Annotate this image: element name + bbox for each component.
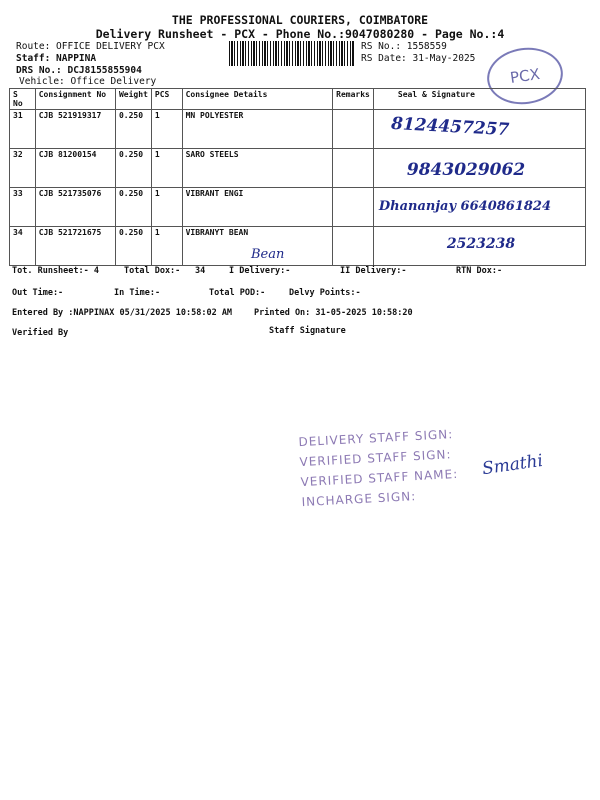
row-sno: 32 — [10, 149, 36, 188]
col-pcs: PCS — [151, 89, 182, 110]
vehicle-text: Vehicle: Office Delivery — [19, 76, 157, 87]
row-sno: 33 — [10, 188, 36, 227]
col-consignment: Consignment No — [35, 89, 115, 110]
pcx-stamp-text: PCX — [508, 65, 541, 87]
staff-signature-label: Staff Signature — [269, 326, 346, 336]
row-remarks — [333, 188, 374, 227]
verified-by: Verified By — [12, 328, 69, 338]
table-row — [10, 149, 586, 188]
row-weight: 0.250 — [115, 149, 151, 188]
in-time: In Time:- — [114, 288, 161, 298]
i-delivery: I Delivery:- — [229, 266, 291, 276]
handwritten-signature: 9843029062 — [406, 160, 526, 180]
staff-text: Staff: NAPPINA — [16, 53, 97, 64]
rtn-dox: RTN Dox:- — [456, 266, 503, 276]
row-remarks — [333, 227, 374, 266]
row-consignee: VIBRANT ENGI — [182, 188, 333, 227]
stamp-line-incharge: INCHARGE SIGN: — [301, 489, 417, 510]
row-pcs: 1 — [151, 110, 182, 149]
stamp-line-verified-sign: VERIFIED STAFF SIGN: — [299, 447, 452, 470]
row-sno: 31 — [10, 110, 36, 149]
stamp-handwritten-name: Smathi — [480, 450, 545, 480]
row-signature — [373, 188, 585, 227]
row-pcs: 1 — [151, 188, 182, 227]
table-row — [10, 188, 586, 227]
delivery-stamp — [298, 424, 460, 512]
row-consignment: CJB 81200154 — [35, 149, 115, 188]
handwritten-note: Bean — [251, 247, 285, 262]
col-signature: Seal & Signature — [373, 89, 585, 110]
row-signature — [373, 149, 585, 188]
row-consignee: MN POLYESTER — [182, 110, 333, 149]
printed-on: Printed On: 31-05-2025 10:58:20 — [254, 308, 413, 318]
entered-by: Entered By :NAPPINAX 05/31/2025 10:58:02 AM — [12, 308, 233, 318]
total-dox-value: 34 — [195, 266, 206, 276]
runsheet-subtitle: Delivery Runsheet - PCX - Phone No.:9047080280 - Page No.:4 — [95, 27, 505, 41]
col-remarks: Remarks — [333, 89, 374, 110]
handwritten-signature: 8124457257 — [390, 113, 510, 141]
ii-delivery: II Delivery:- — [340, 266, 407, 276]
handwritten-signature: Dhananjay 6640861824 — [378, 199, 552, 214]
col-weight: Weight — [115, 89, 151, 110]
drs-number: DRS No.: DCJ8155855904 — [16, 65, 142, 76]
row-weight: 0.250 — [115, 110, 151, 149]
row-remarks — [333, 110, 374, 149]
row-weight: 0.250 — [115, 227, 151, 266]
row-consignment: CJB 521919317 — [35, 110, 115, 149]
row-consignee: VIBRANYT BEAN — [182, 227, 333, 266]
delvy-points: Delvy Points:- — [289, 288, 361, 298]
row-weight: 0.250 — [115, 188, 151, 227]
handwritten-signature: 2523238 — [446, 236, 516, 252]
rs-number: RS No.: 1558559 — [361, 41, 447, 52]
stamp-line-delivery-staff: DELIVERY STAFF SIGN: — [298, 427, 454, 450]
row-pcs: 1 — [151, 227, 182, 266]
row-consignment: CJB 521735076 — [35, 188, 115, 227]
rs-date: RS Date: 31-May-2025 — [361, 53, 476, 64]
row-sno: 34 — [10, 227, 36, 266]
col-consignee: Consignee Details — [182, 89, 333, 110]
company-title: THE PROFESSIONAL COURIERS, COIMBATORE — [171, 13, 429, 27]
total-dox-label: Total Dox:- — [124, 266, 181, 276]
table-row — [10, 227, 586, 266]
runsheet-table — [9, 88, 586, 266]
out-time: Out Time:- — [12, 288, 64, 298]
row-remarks — [333, 149, 374, 188]
route-text: Route: OFFICE DELIVERY PCX — [16, 41, 165, 52]
stamp-line-verified-name: VERIFIED STAFF NAME: — [300, 466, 459, 490]
tot-runsheet: Tot. Runsheet:- 4 — [12, 266, 99, 276]
table-row — [10, 110, 586, 149]
col-sno: S No — [10, 89, 36, 110]
row-signature — [373, 110, 585, 149]
row-pcs: 1 — [151, 149, 182, 188]
barcode-image — [229, 41, 355, 66]
row-signature — [373, 227, 585, 266]
row-consignee: SARO STEELS — [182, 149, 333, 188]
row-consignment: CJB 521721675 — [35, 227, 115, 266]
table-header-row — [10, 89, 586, 110]
total-pod: Total POD:- — [209, 288, 266, 298]
